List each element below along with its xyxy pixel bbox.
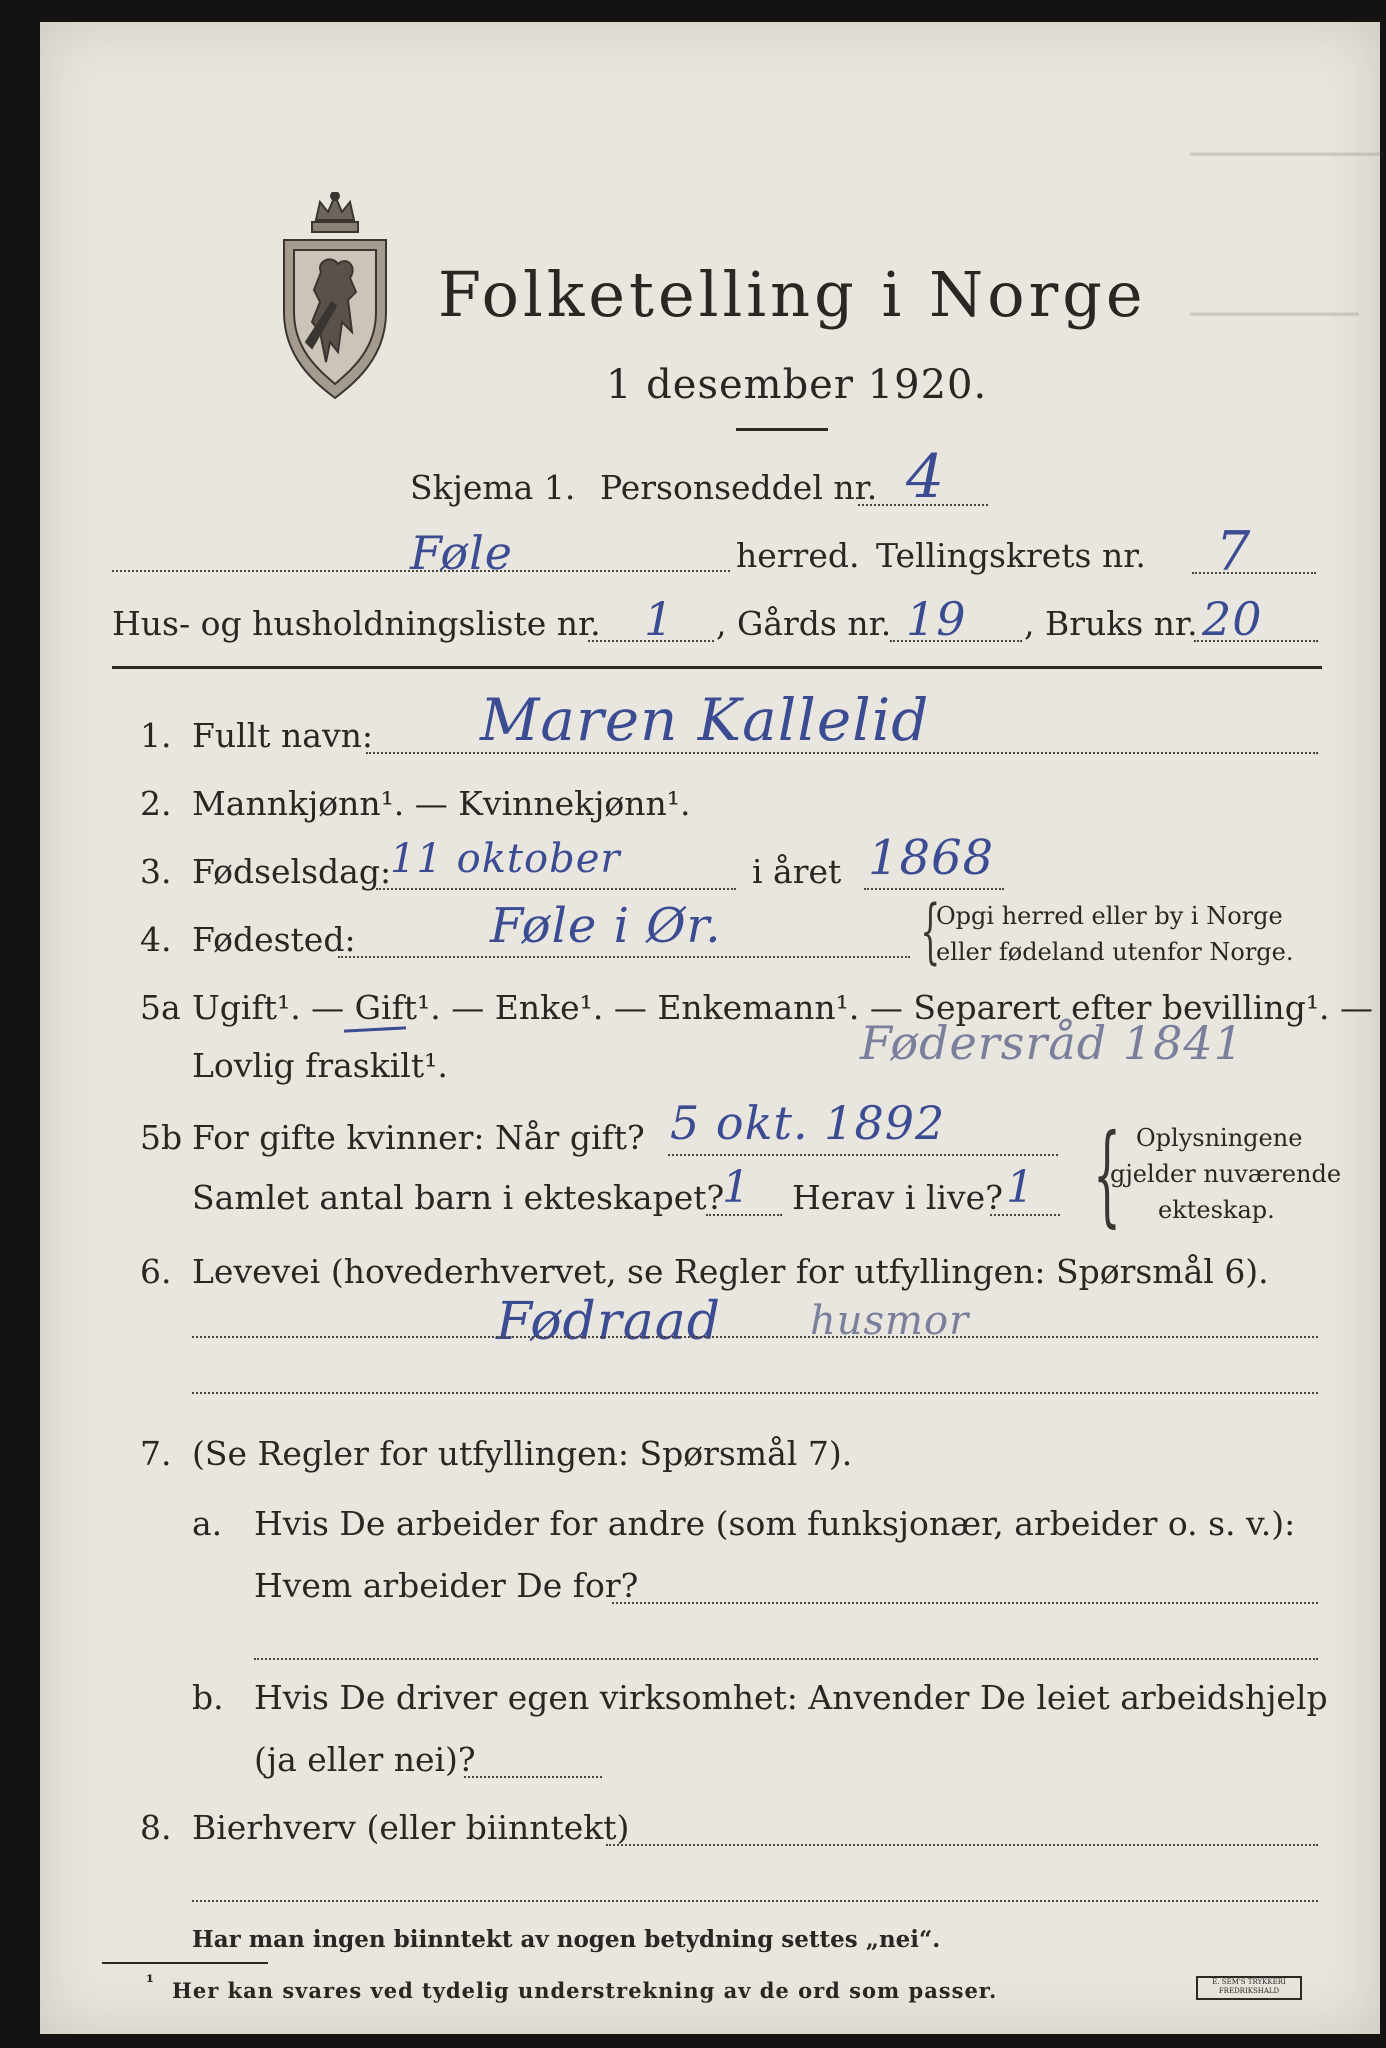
q5b-note-line1: Oplysningene [1136, 1124, 1303, 1152]
tellingskrets-value: 7 [1216, 520, 1252, 583]
q4-brace: { [920, 890, 941, 972]
q4-note-line1: Opgi herred eller by i Norge [936, 902, 1283, 930]
census-date: 1 desember 1920. [606, 362, 988, 408]
q8-label: Bierhverv (eller biinntekt) [192, 1808, 630, 1847]
q5b-when-label: For gifte kvinner: Når gift? [192, 1118, 645, 1157]
q5b-note-line2: gjelder nuværende [1110, 1160, 1342, 1188]
q2-label: Mannkjønn¹. — Kvinnekjønn¹. [192, 784, 691, 823]
q8-number: 8. [140, 1808, 172, 1847]
q7a-letter: a. [192, 1504, 223, 1543]
q5b-alive-label: Herav i live? [792, 1178, 1003, 1217]
hus-value: 1 [644, 592, 675, 646]
q6-occupation-note: husmor [810, 1298, 970, 1344]
norwegian-coat-of-arms-icon [276, 192, 394, 402]
q1-number: 1. [140, 716, 172, 755]
q5b-marriage-date: 5 okt. 1892 [670, 1096, 946, 1150]
gards-label: , Gårds nr. [716, 604, 892, 643]
q1-label: Fullt navn: [192, 716, 373, 755]
q7b-letter: b. [192, 1678, 224, 1717]
q7b-question: Hvis De driver egen virksomhet: Anvender De leiet arbeidshjelp [254, 1678, 1328, 1717]
q3-label: Fødselsdag: [192, 852, 392, 891]
printer-stamp: E. SEM'S TRYKKERI FREDRIKSHALD [1196, 1976, 1302, 2000]
q4-note-line2: eller fødeland utenfor Norge. [936, 938, 1294, 966]
q5b-children-line [706, 1214, 782, 1216]
q8-line1 [606, 1844, 1318, 1846]
hus-label: Hus- og husholdningsliste nr. [112, 604, 601, 643]
q3-birth-date: 11 oktober [390, 836, 621, 882]
q7-number: 7. [140, 1434, 172, 1473]
personseddel-label: Personseddel nr. [600, 468, 878, 507]
q5b-note-line3: ekteskap. [1158, 1196, 1275, 1224]
herred-value: Føle [410, 526, 514, 580]
q5b-children-value: 1 [722, 1162, 751, 1213]
q5a-annotation: Fødersråd 1841 [860, 1016, 1244, 1070]
q7a-employer-label: Hvem arbeider De for? [254, 1566, 639, 1605]
footnote-text: Her kan svares ved tydelig understrekning av de ord som passer. [172, 1978, 998, 2003]
q5b-alive-line [990, 1214, 1060, 1216]
tellingskrets-line [1192, 572, 1316, 574]
q7a-employer-line [612, 1602, 1318, 1604]
q5a-options: Ugift¹. — Gift¹. — Enke¹. — Enkemann¹. — Separert efter bevilling¹. — [192, 988, 1374, 1027]
personseddel-value: 4 [906, 442, 946, 512]
census-form [40, 22, 1383, 2034]
tellingskrets-label: Tellingskrets nr. [876, 536, 1146, 575]
footnote-mark: ¹ [146, 1972, 154, 1993]
q5a-number: 5a [140, 988, 181, 1027]
q3-birth-year: 1868 [868, 830, 995, 886]
q5b-number: 5b [140, 1118, 183, 1157]
bruks-value: 20 [1202, 592, 1263, 646]
header-rule [112, 666, 1322, 669]
q7-label: (Se Regler for utfyllingen: Spørsmål 7). [192, 1434, 853, 1473]
q4-label: Fødested: [192, 920, 356, 959]
gift-underline [344, 1026, 406, 1032]
q4-birthplace: Føle i Ør. [490, 898, 722, 954]
bleed-through-text: ━━━━━━━━━━━━━━━━ [1190, 142, 1383, 166]
q2-number: 2. [140, 784, 172, 823]
q7a-employer-line2 [254, 1658, 1318, 1660]
q7b-line [464, 1776, 602, 1778]
q6-occupation: Fødraad [496, 1292, 721, 1352]
q4-line [338, 956, 910, 958]
q5a-line2: Lovlig fraskilt¹. [192, 1046, 448, 1085]
form-title: Folketelling i Norge [438, 258, 1147, 331]
biinntekt-note: Har man ingen biinntekt av nogen betydning settes „nei“. [192, 1926, 941, 1953]
q5b-brace: { [1093, 1110, 1121, 1238]
q6-line2 [192, 1392, 1318, 1394]
herred-label: herred. [736, 536, 860, 575]
q1-full-name: Maren Kallelid [480, 686, 930, 754]
footnote-rule [102, 1962, 268, 1964]
title-divider [736, 428, 828, 431]
skjema-label: Skjema 1. [410, 468, 576, 507]
q5b-date-line [668, 1154, 1058, 1156]
q6-number: 6. [140, 1252, 172, 1291]
q3-year-label: i året [752, 852, 842, 891]
q5b-children-label: Samlet antal barn i ekteskapet? [192, 1178, 725, 1217]
q5b-alive-value: 1 [1006, 1162, 1035, 1213]
q7b-ja-nei-label: (ja eller nei)? [254, 1740, 476, 1779]
q3-number: 3. [140, 852, 172, 891]
q6-label: Levevei (hovederhvervet, se Regler for utfyllingen: Spørsmål 6). [192, 1252, 1269, 1291]
gards-value: 19 [906, 592, 967, 646]
q8-line2 [192, 1900, 1318, 1902]
q7a-question: Hvis De arbeider for andre (som funksjonær, arbeider o. s. v.): [254, 1504, 1296, 1543]
bruks-label: , Bruks nr. [1024, 604, 1198, 643]
bleed-through-text: ━━━━━━━━━━━━━━ [1190, 302, 1359, 326]
q3-date-line [376, 888, 736, 890]
q4-number: 4. [140, 920, 172, 959]
q6-line1 [192, 1336, 1318, 1338]
